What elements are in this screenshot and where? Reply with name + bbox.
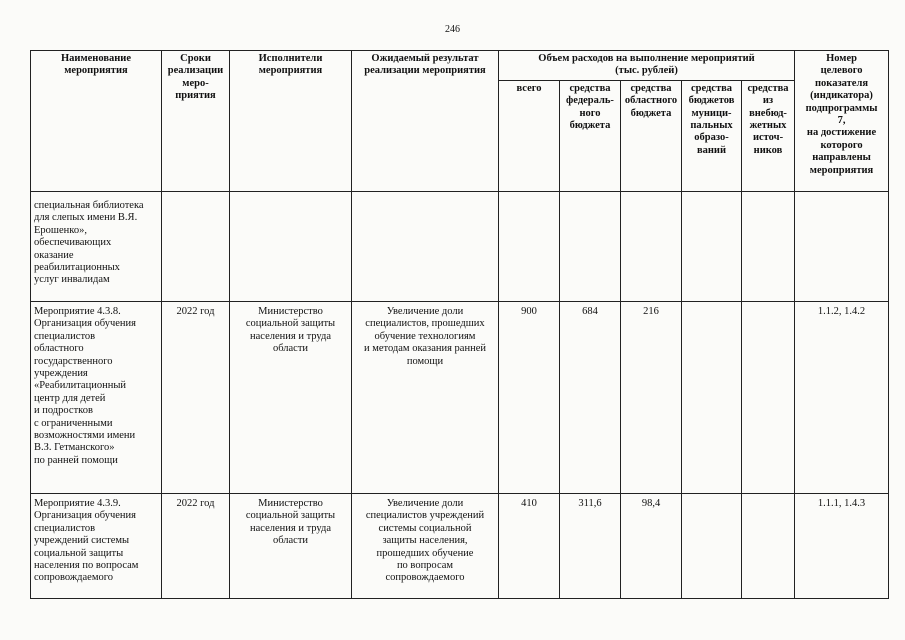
row-total: 410 — [499, 494, 560, 599]
row-name: Мероприятие 4.3.9. Организация обучения специалистов учреждений системы социальной защиты населения по вопросам сопровождаемого — [31, 494, 162, 599]
header-executors: Исполнители мероприятия — [230, 51, 352, 192]
table-row — [31, 302, 889, 494]
activities-table — [30, 50, 889, 599]
row-regional — [621, 192, 682, 302]
row-result: Увеличение доли специалистов учреждений системы социальной защиты населения, прошедших обучение по вопросам сопровождаемого — [352, 494, 499, 599]
row-federal — [560, 192, 621, 302]
row-executors: Министерство социальной защиты населения и труда области — [230, 302, 352, 494]
row-extra — [742, 302, 795, 494]
row-executors — [230, 192, 352, 302]
row-regional: 216 — [621, 302, 682, 494]
header-result: Ожидаемый результат реализации мероприятия — [352, 51, 499, 192]
header-indicator: Номер целевого показателя (индикатора) подпрограммы 7, на достижение которого направлены мероприятия — [795, 51, 889, 192]
header-period: Сроки реализации меро- приятия — [162, 51, 230, 192]
row-result: Увеличение доли специалистов, прошедших обучение технологиям и методам оказания ранней помощи — [352, 302, 499, 494]
row-municipal — [682, 494, 742, 599]
row-executors: Министерство социальной защиты населения и труда области — [230, 494, 352, 599]
row-regional: 98,4 — [621, 494, 682, 599]
row-name: специальная библиотека для слепых имени В.Я. Ерошенко», обеспечивающих оказание реабилитационных услуг инвалидам — [31, 192, 162, 302]
row-extra — [742, 192, 795, 302]
table-row — [31, 494, 889, 599]
header-municipal: средства бюджетов муници- пальных образо- ваний — [682, 80, 742, 191]
header-name: Наименование мероприятия — [31, 51, 162, 192]
row-period: 2022 год — [162, 494, 230, 599]
header-total: всего — [499, 80, 560, 191]
row-indicator: 1.1.1, 1.4.3 — [795, 494, 889, 599]
row-total: 900 — [499, 302, 560, 494]
row-federal: 311,6 — [560, 494, 621, 599]
header-extra: средства из внебюд- жетных источ- ников — [742, 80, 795, 191]
row-period: 2022 год — [162, 302, 230, 494]
table-header-row — [31, 51, 889, 81]
row-municipal — [682, 192, 742, 302]
header-federal: средства федераль- ного бюджета — [560, 80, 621, 191]
row-federal: 684 — [560, 302, 621, 494]
row-indicator — [795, 192, 889, 302]
row-indicator: 1.1.2, 1.4.2 — [795, 302, 889, 494]
page-number: 246 — [445, 24, 460, 35]
header-regional: средства областного бюджета — [621, 80, 682, 191]
table-row — [31, 192, 889, 302]
row-result — [352, 192, 499, 302]
row-period — [162, 192, 230, 302]
row-municipal — [682, 302, 742, 494]
row-extra — [742, 494, 795, 599]
row-total — [499, 192, 560, 302]
header-expenses: Объем расходов на выполнение мероприятий (тыс. рублей) — [499, 51, 795, 81]
row-name: Мероприятие 4.3.8. Организация обучения специалистов областного государственного учреждения «Реабилитационный центр для детей и подростков с ограниченными возможностями имени В.З. Гетманского» по ранней помощи — [31, 302, 162, 494]
